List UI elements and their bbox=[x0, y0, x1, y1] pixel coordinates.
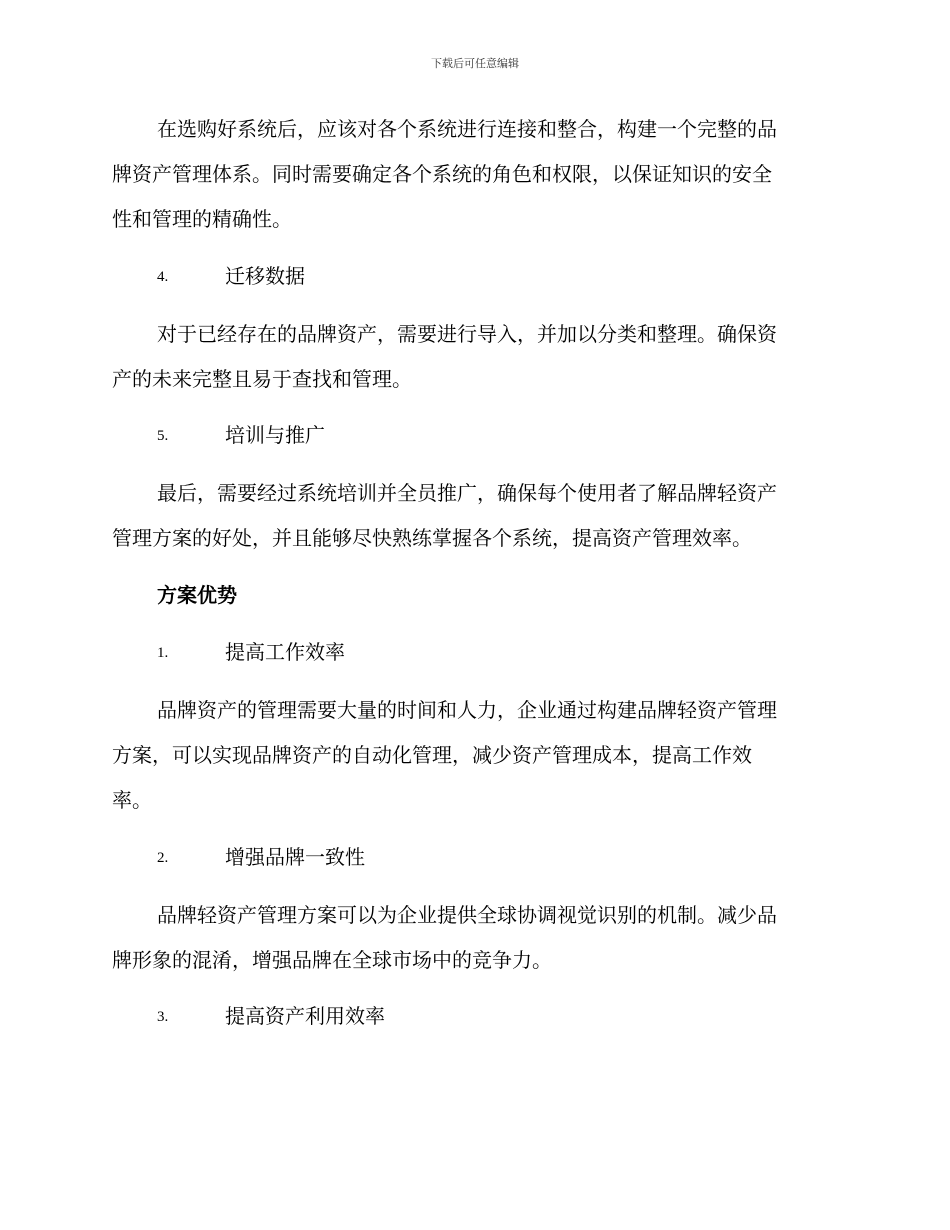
list-number: 2. bbox=[157, 850, 169, 866]
paragraph-line: 对于已经存在的品牌资产，需要进行导入，并加以分类和整理。确保资 bbox=[157, 322, 777, 346]
paragraph-line: 品牌轻资产管理方案可以为企业提供全球协调视觉识别的机制。减少品 bbox=[157, 903, 777, 927]
paragraph-line: 方案，可以实现品牌资产的自动化管理，减少资产管理成本，提高工作效 bbox=[112, 743, 752, 767]
list-number: 1. bbox=[157, 645, 169, 661]
list-item-title: 增强品牌一致性 bbox=[225, 845, 365, 869]
list-item-title: 提高工作效率 bbox=[225, 640, 345, 664]
paragraph-line: 管理方案的好处，并且能够尽快熟练掌握各个系统，提高资产管理效率。 bbox=[112, 526, 752, 550]
list-number: 4. bbox=[157, 269, 169, 285]
paragraph-line: 在选购好系统后，应该对各个系统进行连接和整合，构建一个完整的品 bbox=[157, 117, 777, 141]
paragraph-line: 性和管理的精确性。 bbox=[112, 207, 292, 231]
list-number: 3. bbox=[157, 1009, 169, 1025]
list-item-title: 提高资产利用效率 bbox=[225, 1004, 385, 1028]
page-header: 下载后可任意编辑 bbox=[431, 57, 519, 70]
paragraph-line: 率。 bbox=[112, 788, 152, 812]
list-item-title: 培训与推广 bbox=[225, 423, 325, 447]
list-number: 5. bbox=[157, 428, 169, 444]
paragraph-line: 牌形象的混淆，增强品牌在全球市场中的竞争力。 bbox=[112, 948, 552, 972]
list-item-title: 迁移数据 bbox=[225, 264, 305, 288]
paragraph-line: 产的未来完整且易于查找和管理。 bbox=[112, 367, 412, 391]
paragraph-line: 最后，需要经过系统培训并全员推广，确保每个使用者了解品牌轻资产 bbox=[157, 481, 777, 505]
paragraph-line: 品牌资产的管理需要大量的时间和人力，企业通过构建品牌轻资产管理 bbox=[157, 698, 777, 722]
section-heading: 方案优势 bbox=[157, 583, 237, 607]
paragraph-line: 牌资产管理体系。同时需要确定各个系统的角色和权限，以保证知识的安全 bbox=[112, 162, 772, 186]
